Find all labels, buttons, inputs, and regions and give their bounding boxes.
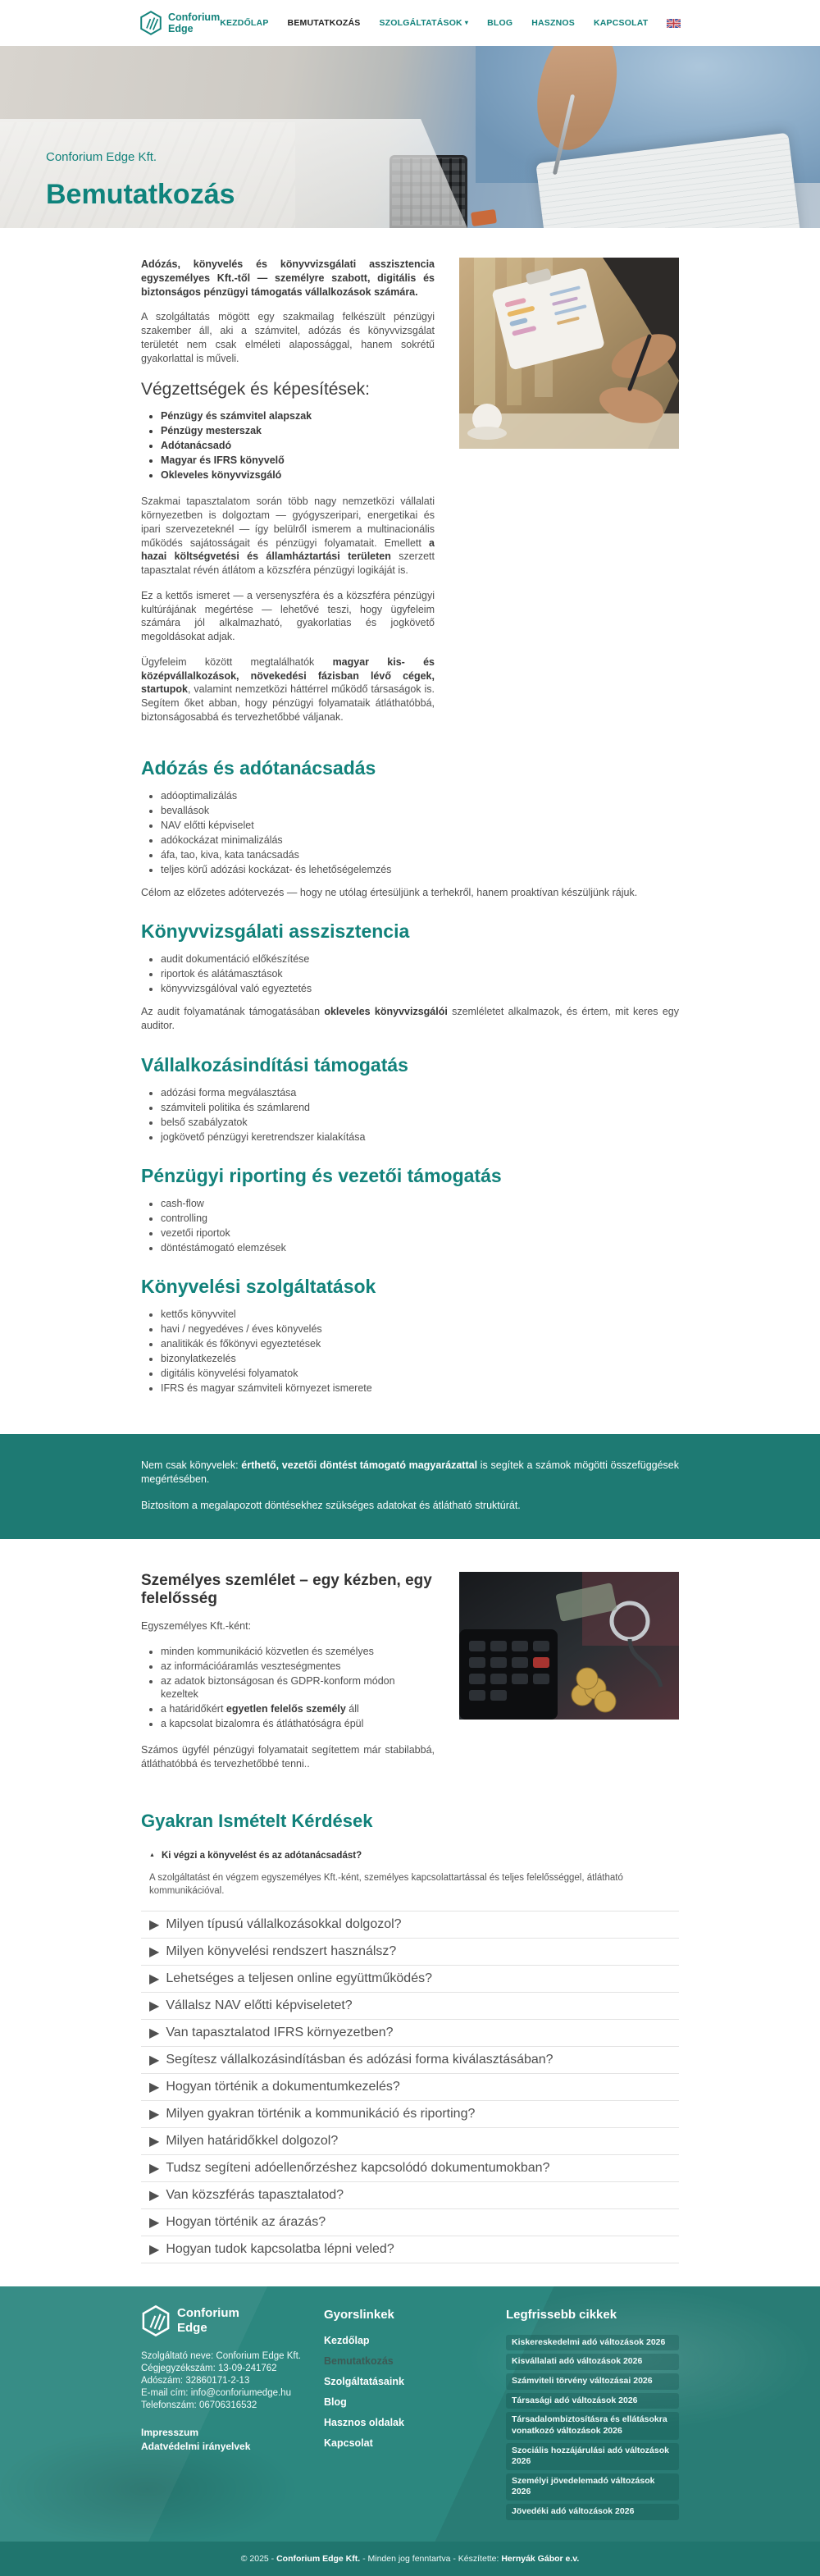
company-info-line: E-mail cím: info@conforiumedge.hu	[141, 2388, 291, 2399]
service-item: • adózási forma megválasztása	[161, 1086, 679, 1099]
caret-right-icon: ▶	[149, 1944, 160, 1959]
service-item: • teljes körű adózási kockázat- és lehetőségelemzés	[161, 863, 679, 876]
caret-right-icon: ▶	[149, 2161, 160, 2176]
section-heading: Pénzügyi riporting és vezetői támogatás	[141, 1164, 502, 1186]
nav-hasznos[interactable]: HASZNOS	[531, 18, 575, 28]
service-item: • riportok és alátámasztások	[161, 967, 679, 980]
footer-link-hasznos-oldalak[interactable]: Hasznos oldalak	[324, 2416, 404, 2428]
service-list	[141, 1197, 679, 1254]
articles-list	[506, 2335, 679, 2520]
service-item: • cash-flow	[161, 1197, 679, 1210]
section-heading: Könyvelési szolgáltatások	[141, 1275, 376, 1297]
faq-section	[141, 1783, 679, 2286]
company-info-line: Adószám: 32860171-2-13	[141, 2376, 250, 2386]
company-info-line: Cégjegyzékszám: 13-09-241762	[141, 2363, 277, 2373]
intro-paragraph: Szakmai tapasztalatom során több nagy nemzetközi vállalati környezetben is dolgoztam — gyógyszeripari, energetikai és ipari szervezeteknél — így belülről ismerem a multinacionális működés sajátosságait és pénzügyi folyamatait. Emellett a hazai költségvetési és államháztartási területen szerzett tapasztalat révén átlátom a közszféra pénzügyi logikáját is.	[141, 496, 435, 576]
caret-up-icon: ▲	[149, 1852, 155, 1858]
qualification-item: • Magyar és IFRS könyvelő	[161, 454, 435, 467]
intro-lead: Adózás, könyvelés és könyvvizsgálati asszisztencia egyszemélyes Kft.-től — személyre szabott, digitális és biztonságos pénzügyi támogatás vállalkozások számára.	[141, 258, 435, 298]
footer-logo[interactable]	[141, 2304, 324, 2337]
footer-link-blog[interactable]: Blog	[324, 2396, 347, 2408]
company-info-line: Telefonszám: 06706316532	[141, 2400, 257, 2411]
faq-question[interactable]	[141, 1847, 679, 1865]
caret-right-icon: ▶	[149, 2134, 160, 2149]
service-item: • havi / negyedéves / éves könyvelés	[161, 1322, 679, 1336]
service-list	[141, 1086, 679, 1144]
faq-question-label: Hogyan tudok kapcsolatba lépni veled?	[166, 2241, 394, 2256]
qualification-item: • Pénzügy és számvitel alapszak	[161, 409, 435, 422]
personal-heading: Személyes szemlélet – egy kézben, egy felelősség	[141, 1572, 432, 1608]
faq-question[interactable]	[141, 2181, 679, 2208]
service-item: • audit dokumentáció előkészítése	[161, 952, 679, 966]
faq-question-label: Lehetséges a teljesen online együttműködés?	[166, 1971, 432, 1985]
personal-item: • minden kommunikáció közvetlen és személyes	[161, 1645, 435, 1658]
copyright-text: © 2025 - Conforium Edge Kft. - Minden jog fenntartva - Készítette: Hernyák Gábor e.v.	[240, 2553, 580, 2564]
site-header	[0, 0, 820, 46]
service-item: • adóoptimalizálás	[161, 789, 679, 802]
faq-item-open	[141, 1847, 679, 1898]
qualification-item: • Okleveles könyvvizsgáló	[161, 468, 435, 482]
service-riporting	[141, 1165, 679, 1254]
article-link[interactable]: Kisvállalati adó változások 2026	[506, 2354, 679, 2370]
caret-right-icon: ▶	[149, 2215, 160, 2230]
caret-right-icon: ▶	[149, 1917, 160, 1932]
service-list	[141, 952, 679, 995]
faq-heading: Gyakran Ismételt Kérdések	[141, 1810, 373, 1831]
faq-question-label: Milyen gyakran történik a kommunikáció és riporting?	[166, 2106, 476, 2121]
hero-banner	[0, 46, 820, 228]
faq-question-label: Milyen könyvelési rendszert használsz?	[166, 1943, 397, 1958]
service-item: • NAV előtti képviselet	[161, 819, 679, 832]
hero-decor	[471, 209, 497, 226]
service-konyveles	[141, 1276, 679, 1395]
language-flag-icon[interactable]	[667, 19, 681, 28]
chevron-down-icon: ▾	[464, 19, 469, 26]
intro-paragraph: Ez a kettős ismeret — a versenyszféra és a közszféra pénzügyi kultúrájának megértése — lehetővé teszi, hogy ügyfeleim számára jól alkalmazható, gyakorlatias és jogkövető megoldásokat adjak.	[141, 589, 435, 642]
faq-answer: A szolgáltatást én végzem egyszemélyes Kft.-ként, személyes kapcsolattartással és teljes felelősséggel, átlátható kommunikációval.	[149, 1872, 623, 1896]
faq-question-label: Vállalsz NAV előtti képviseletet?	[166, 1998, 353, 2012]
footer-link-kapcsolat[interactable]: Kapcsolat	[324, 2437, 373, 2449]
caret-right-icon: ▶	[149, 2053, 160, 2067]
main-nav	[220, 18, 681, 28]
copyright-bar	[0, 2542, 820, 2576]
faq-question[interactable]	[141, 2046, 679, 2073]
faq-question[interactable]	[141, 2019, 679, 2046]
intro-paragraph: A szolgáltatás mögött egy szakmailag felkészült pénzügyi szakember áll, aki a számvitel, adózás és könyvvizsgálat területét nem csak elméleti alapossággal, hanem sokrétű gyakorlattal is műveli.	[141, 311, 435, 364]
qualification-item: • Adótanácsadó	[161, 439, 435, 452]
service-note: Az audit folyamatának támogatásában okleveles könyvvizsgálói szemléletet alkalmazok, és értem, mit keres egy auditor.	[141, 1006, 679, 1031]
article-link[interactable]: Számviteli törvény változásai 2026	[506, 2373, 679, 2390]
legal-links	[141, 2426, 324, 2455]
article-link[interactable]: Szociális hozzájárulási adó változások 2026	[506, 2443, 679, 2470]
faq-question[interactable]	[141, 2208, 679, 2236]
caret-right-icon: ▶	[149, 2188, 160, 2203]
personal-note: Számos ügyfél pénzügyi folyamatait segítettem már stabilabbá, átláthatóbbá és tervezhetőbbé tenni..	[141, 1744, 435, 1770]
footer-company-column	[141, 2304, 324, 2523]
company-info	[141, 2350, 324, 2413]
section-heading: Vállalkozásindítási támogatás	[141, 1053, 408, 1076]
service-item: • adókockázat minimalizálás	[161, 834, 679, 847]
qualifications-heading: Végzettségek és képesítések:	[141, 380, 370, 400]
qualifications-list	[141, 409, 435, 482]
article-link[interactable]: Kiskereskedelmi adó változások 2026	[506, 2335, 679, 2351]
banner-paragraph: Biztosítom a megalapozott döntésekhez szükséges adatokat és átlátható struktúrát.	[141, 1499, 521, 1511]
footer-quicklinks-column	[324, 2304, 506, 2523]
hero-subtitle: Conforium Edge Kft.	[46, 150, 157, 164]
nav-bemutatkozas[interactable]: BEMUTATKOZÁS	[287, 18, 361, 28]
nav-kapcsolat[interactable]: KAPCSOLAT	[593, 18, 649, 28]
footer-articles-column	[506, 2304, 679, 2523]
service-adozas	[141, 757, 679, 900]
caret-right-icon: ▶	[149, 2080, 160, 2094]
article-link[interactable]: Személyi jövedelemadó változások 2026	[506, 2473, 679, 2501]
nav-blog[interactable]: BLOG	[487, 18, 513, 28]
article-link[interactable]: Társasági adó változások 2026	[506, 2393, 679, 2409]
services-section	[141, 757, 679, 1409]
personal-item: • a határidőkért egyetlen felelős személy áll	[161, 1702, 435, 1715]
faq-question-label: Hogyan történik a dokumentumkezelés?	[166, 2079, 400, 2094]
service-item: • controlling	[161, 1212, 679, 1225]
faq-question-label: Milyen határidőkkel dolgozol?	[166, 2133, 339, 2148]
caret-right-icon: ▶	[149, 1998, 160, 2013]
logo-icon	[141, 2304, 171, 2337]
service-item: • számviteli politika és számlarend	[161, 1101, 679, 1114]
intro-photo	[459, 258, 679, 449]
site-footer	[0, 2286, 820, 2576]
articles-heading: Legfrissebb cikkek	[506, 2307, 617, 2322]
service-item: • döntéstámogató elemzések	[161, 1241, 679, 1254]
highlight-banner	[0, 1434, 820, 1540]
faq-list	[141, 1911, 679, 2263]
service-item: • IFRS és magyar számviteli környezet ismerete	[161, 1382, 679, 1395]
caret-right-icon: ▶	[149, 2242, 160, 2257]
service-konyvvizsgalat	[141, 920, 679, 1033]
personal-item: • a kapcsolat bizalomra és átláthatóságra épül	[161, 1717, 435, 1730]
faq-question-label: Segítesz vállalkozásindításban és adózási forma kiválasztásában?	[166, 2052, 554, 2067]
faq-question-label: Milyen típusú vállalkozásokkal dolgozol?	[166, 1916, 402, 1931]
service-item: • jogkövető pénzügyi keretrendszer kialakítása	[161, 1130, 679, 1144]
service-list	[141, 789, 679, 876]
nav-szolgaltatasok[interactable]	[379, 18, 468, 28]
section-heading: Adózás és adótanácsadás	[141, 756, 376, 779]
quicklinks-heading: Gyorslinkek	[324, 2307, 394, 2322]
service-note: Célom az előzetes adótervezés — hogy ne utólag értesüljünk a terhekről, hanem proaktívan készüljünk rájuk.	[141, 886, 638, 898]
service-list	[141, 1308, 679, 1395]
faq-question[interactable]	[141, 2100, 679, 2127]
faq-question[interactable]	[141, 2236, 679, 2263]
service-item: • kettős könyvvitel	[161, 1308, 679, 1321]
nav-kezdolap[interactable]: KEZDŐLAP	[220, 18, 269, 28]
personal-item: • az információáramlás veszteségmentes	[161, 1660, 435, 1673]
faq-question[interactable]	[141, 2154, 679, 2181]
service-item: • analitikák és főkönyvi egyeztetések	[161, 1337, 679, 1350]
footer-logo-text: Conforium Edge	[177, 2306, 239, 2335]
faq-question[interactable]	[141, 2127, 679, 2154]
impresszum-link[interactable]: Impresszum	[141, 2426, 199, 2438]
service-item: • vezetői riportok	[161, 1226, 679, 1240]
service-item: • bevallások	[161, 804, 679, 817]
article-link[interactable]: Társadalombiztosításra és ellátásokra vonatkozó változások 2026	[506, 2412, 679, 2439]
faq-question-label: Ki végzi a könyvelést és az adótanácsadást?	[161, 1850, 362, 1861]
faq-question[interactable]	[141, 1938, 679, 1965]
service-vallalkozasinditas	[141, 1054, 679, 1144]
faq-question-label: Van közszférás tapasztalatod?	[166, 2187, 344, 2202]
footer-link-bemutatkozas[interactable]: Bemutatkozás	[324, 2354, 394, 2367]
footer-link-szolgaltatasaink[interactable]: Szolgáltatásaink	[324, 2375, 404, 2387]
caret-right-icon: ▶	[149, 2026, 160, 2040]
faq-question[interactable]	[141, 1992, 679, 2019]
faq-question[interactable]	[141, 1911, 679, 1938]
faq-question-label: Hogyan történik az árazás?	[166, 2214, 326, 2229]
intro-paragraph: Ügyfeleim között megtalálhatók magyar kis- és középvállalkozások, növekedési fázisban lévő cégek, startupok, valamint nemzetközi háttérrel működő társaságok is. Segítem őket abban, hogy pénzügyi folyamataik átláthatóbbá, biztonságosabbá és tervezhetőbbé váljanak.	[141, 655, 435, 723]
article-link[interactable]: Jövedéki adó változások 2026	[506, 2504, 679, 2520]
faq-question[interactable]	[141, 2073, 679, 2100]
personal-intro: Egyszemélyes Kft.-ként:	[141, 1620, 252, 1633]
service-item: • belső szabályzatok	[161, 1116, 679, 1129]
service-item: • digitális könyvelési folyamatok	[161, 1367, 679, 1380]
footer-link-kezdolap[interactable]: Kezdőlap	[324, 2334, 370, 2346]
personal-photo	[459, 1572, 679, 1720]
caret-right-icon: ▶	[149, 1971, 160, 1986]
caret-right-icon: ▶	[149, 2107, 160, 2122]
nav-szolgaltatasok-label: SZOLGÁLTATÁSOK	[379, 18, 462, 28]
logo-text: Conforium Edge	[168, 11, 221, 34]
page-title: Bemutatkozás	[46, 179, 235, 210]
personal-item: • az adatok biztonságosan és GDPR-konform módon kezeltek	[161, 1674, 435, 1701]
logo[interactable]	[139, 10, 220, 36]
service-item: • bizonylatkezelés	[161, 1352, 679, 1365]
personal-section	[141, 1539, 679, 1782]
section-heading: Könyvvizsgálati asszisztencia	[141, 920, 410, 943]
service-item: • könyvvizsgálóval való egyeztetés	[161, 982, 679, 995]
service-item: • áfa, tao, kiva, kata tanácsadás	[161, 848, 679, 861]
company-info-line: Szolgáltató neve: Conforium Edge Kft.	[141, 2350, 301, 2361]
faq-question[interactable]	[141, 1965, 679, 1992]
personal-list	[141, 1645, 435, 1730]
qualification-item: • Pénzügy mesterszak	[161, 424, 435, 437]
logo-icon	[139, 10, 162, 36]
intro-section	[141, 228, 679, 736]
privacy-link[interactable]: Adatvédelmi irányelvek	[141, 2440, 251, 2452]
banner-paragraph: Nem csak könyvelek: érthető, vezetői döntést támogató magyarázattal is segítek a számok mögötti összefüggések megértésében.	[141, 1459, 680, 1486]
faq-question-label: Tudsz segíteni adóellenőrzéshez kapcsolódó dokumentumokban?	[166, 2160, 550, 2175]
faq-question-label: Van tapasztalatod IFRS környezetben?	[166, 2025, 394, 2039]
